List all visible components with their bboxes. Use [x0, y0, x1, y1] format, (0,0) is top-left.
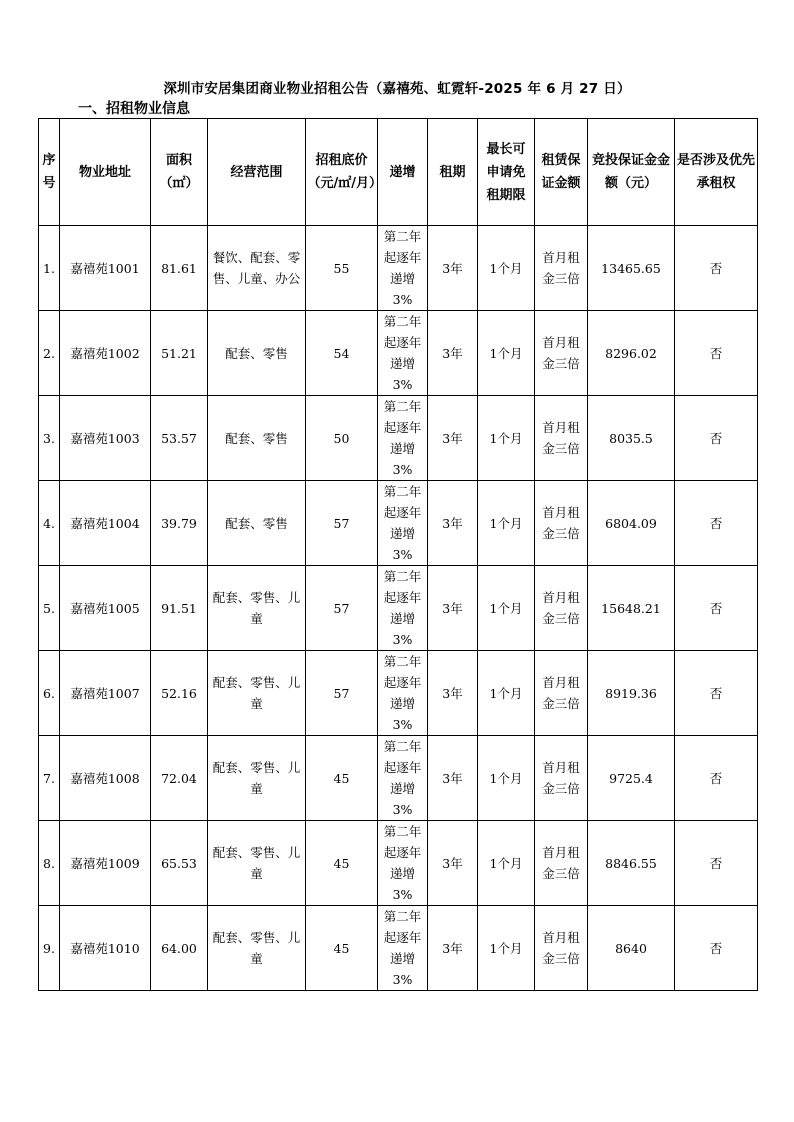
header-price: 招租底价（元/㎡/月） — [306, 119, 378, 226]
cell-priority: 否 — [675, 821, 758, 906]
header-term: 租期 — [428, 119, 478, 226]
property-listing-table — [38, 118, 758, 991]
cell-bid-deposit: 8846.55 — [588, 821, 675, 906]
cell-bid-deposit: 15648.21 — [588, 566, 675, 651]
cell-increase: 第二年起逐年递增3% — [378, 906, 428, 991]
cell-price: 50 — [306, 396, 378, 481]
header-priority: 是否涉及优先承租权 — [675, 119, 758, 226]
cell-price: 45 — [306, 906, 378, 991]
cell-free-rent: 1个月 — [478, 651, 535, 736]
cell-address: 嘉禧苑1004 — [60, 481, 151, 566]
table-row — [39, 651, 758, 736]
cell-term: 3年 — [428, 396, 478, 481]
cell-area: 81.61 — [151, 226, 208, 311]
cell-bid-deposit: 8640 — [588, 906, 675, 991]
cell-scope: 配套、零售、儿童 — [208, 821, 306, 906]
cell-increase: 第二年起逐年递增3% — [378, 821, 428, 906]
cell-area: 51.21 — [151, 311, 208, 396]
cell-bid-deposit: 13465.65 — [588, 226, 675, 311]
cell-price: 57 — [306, 651, 378, 736]
table-row — [39, 226, 758, 311]
header-scope: 经营范围 — [208, 119, 306, 226]
cell-price: 57 — [306, 566, 378, 651]
cell-scope: 配套、零售、儿童 — [208, 651, 306, 736]
cell-address: 嘉禧苑1002 — [60, 311, 151, 396]
cell-term: 3年 — [428, 311, 478, 396]
cell-address: 嘉禧苑1009 — [60, 821, 151, 906]
cell-scope: 餐饮、配套、零售、儿童、办公 — [208, 226, 306, 311]
header-free-rent: 最长可申请免租期限 — [478, 119, 535, 226]
cell-term: 3年 — [428, 226, 478, 311]
cell-area: 39.79 — [151, 481, 208, 566]
cell-seq: 7. — [39, 736, 60, 821]
header-area: 面积（㎡） — [151, 119, 208, 226]
cell-increase: 第二年起逐年递增3% — [378, 481, 428, 566]
cell-scope: 配套、零售、儿童 — [208, 736, 306, 821]
cell-address: 嘉禧苑1007 — [60, 651, 151, 736]
cell-term: 3年 — [428, 481, 478, 566]
cell-term: 3年 — [428, 566, 478, 651]
cell-increase: 第二年起逐年递增3% — [378, 736, 428, 821]
cell-priority: 否 — [675, 311, 758, 396]
cell-price: 45 — [306, 736, 378, 821]
table-row — [39, 566, 758, 651]
cell-price: 57 — [306, 481, 378, 566]
cell-free-rent: 1个月 — [478, 481, 535, 566]
cell-scope: 配套、零售 — [208, 481, 306, 566]
cell-address: 嘉禧苑1003 — [60, 396, 151, 481]
cell-price: 55 — [306, 226, 378, 311]
cell-area: 65.53 — [151, 821, 208, 906]
cell-price: 45 — [306, 821, 378, 906]
cell-seq: 3. — [39, 396, 60, 481]
section-heading: 一、招租物业信息 — [78, 101, 190, 117]
cell-area: 52.16 — [151, 651, 208, 736]
header-increase: 递增 — [378, 119, 428, 226]
cell-priority: 否 — [675, 566, 758, 651]
cell-scope: 配套、零售、儿童 — [208, 906, 306, 991]
cell-area: 53.57 — [151, 396, 208, 481]
header-address: 物业地址 — [60, 119, 151, 226]
cell-address: 嘉禧苑1010 — [60, 906, 151, 991]
cell-bid-deposit: 8035.5 — [588, 396, 675, 481]
cell-deposit: 首月租金三倍 — [535, 651, 588, 736]
cell-priority: 否 — [675, 481, 758, 566]
cell-seq: 9. — [39, 906, 60, 991]
cell-increase: 第二年起逐年递增3% — [378, 226, 428, 311]
cell-address: 嘉禧苑1001 — [60, 226, 151, 311]
cell-scope: 配套、零售 — [208, 311, 306, 396]
cell-address: 嘉禧苑1005 — [60, 566, 151, 651]
cell-seq: 4. — [39, 481, 60, 566]
cell-deposit: 首月租金三倍 — [535, 311, 588, 396]
cell-deposit: 首月租金三倍 — [535, 226, 588, 311]
cell-term: 3年 — [428, 821, 478, 906]
cell-increase: 第二年起逐年递增3% — [378, 651, 428, 736]
cell-area: 91.51 — [151, 566, 208, 651]
cell-scope: 配套、零售、儿童 — [208, 566, 306, 651]
cell-free-rent: 1个月 — [478, 906, 535, 991]
document-title: 深圳市安居集团商业物业招租公告（嘉禧苑、虹霓轩-2025 年 6 月 27 日） — [163, 81, 631, 97]
cell-term: 3年 — [428, 651, 478, 736]
cell-free-rent: 1个月 — [478, 396, 535, 481]
cell-increase: 第二年起逐年递增3% — [378, 566, 428, 651]
cell-seq: 8. — [39, 821, 60, 906]
cell-seq: 1. — [39, 226, 60, 311]
cell-priority: 否 — [675, 396, 758, 481]
cell-free-rent: 1个月 — [478, 311, 535, 396]
cell-free-rent: 1个月 — [478, 736, 535, 821]
cell-free-rent: 1个月 — [478, 226, 535, 311]
header-bid-deposit: 竞投保证金金额（元） — [588, 119, 675, 226]
cell-deposit: 首月租金三倍 — [535, 736, 588, 821]
cell-price: 54 — [306, 311, 378, 396]
header-seq: 序号 — [39, 119, 60, 226]
cell-bid-deposit: 8296.02 — [588, 311, 675, 396]
table-row — [39, 906, 758, 991]
cell-seq: 6. — [39, 651, 60, 736]
header-deposit: 租赁保证金额 — [535, 119, 588, 226]
cell-address: 嘉禧苑1008 — [60, 736, 151, 821]
cell-priority: 否 — [675, 651, 758, 736]
cell-deposit: 首月租金三倍 — [535, 396, 588, 481]
cell-bid-deposit: 9725.4 — [588, 736, 675, 821]
table-header-row — [39, 119, 758, 226]
cell-deposit: 首月租金三倍 — [535, 821, 588, 906]
cell-seq: 5. — [39, 566, 60, 651]
cell-deposit: 首月租金三倍 — [535, 481, 588, 566]
cell-increase: 第二年起逐年递增3% — [378, 311, 428, 396]
cell-area: 72.04 — [151, 736, 208, 821]
cell-seq: 2. — [39, 311, 60, 396]
cell-increase: 第二年起逐年递增3% — [378, 396, 428, 481]
cell-bid-deposit: 6804.09 — [588, 481, 675, 566]
cell-term: 3年 — [428, 906, 478, 991]
cell-free-rent: 1个月 — [478, 821, 535, 906]
cell-free-rent: 1个月 — [478, 566, 535, 651]
cell-priority: 否 — [675, 226, 758, 311]
cell-deposit: 首月租金三倍 — [535, 906, 588, 991]
table-row — [39, 311, 758, 396]
table-row — [39, 396, 758, 481]
cell-deposit: 首月租金三倍 — [535, 566, 588, 651]
table-row — [39, 736, 758, 821]
cell-priority: 否 — [675, 906, 758, 991]
cell-area: 64.00 — [151, 906, 208, 991]
cell-term: 3年 — [428, 736, 478, 821]
cell-priority: 否 — [675, 736, 758, 821]
table-row — [39, 481, 758, 566]
cell-scope: 配套、零售 — [208, 396, 306, 481]
cell-bid-deposit: 8919.36 — [588, 651, 675, 736]
table-row — [39, 821, 758, 906]
